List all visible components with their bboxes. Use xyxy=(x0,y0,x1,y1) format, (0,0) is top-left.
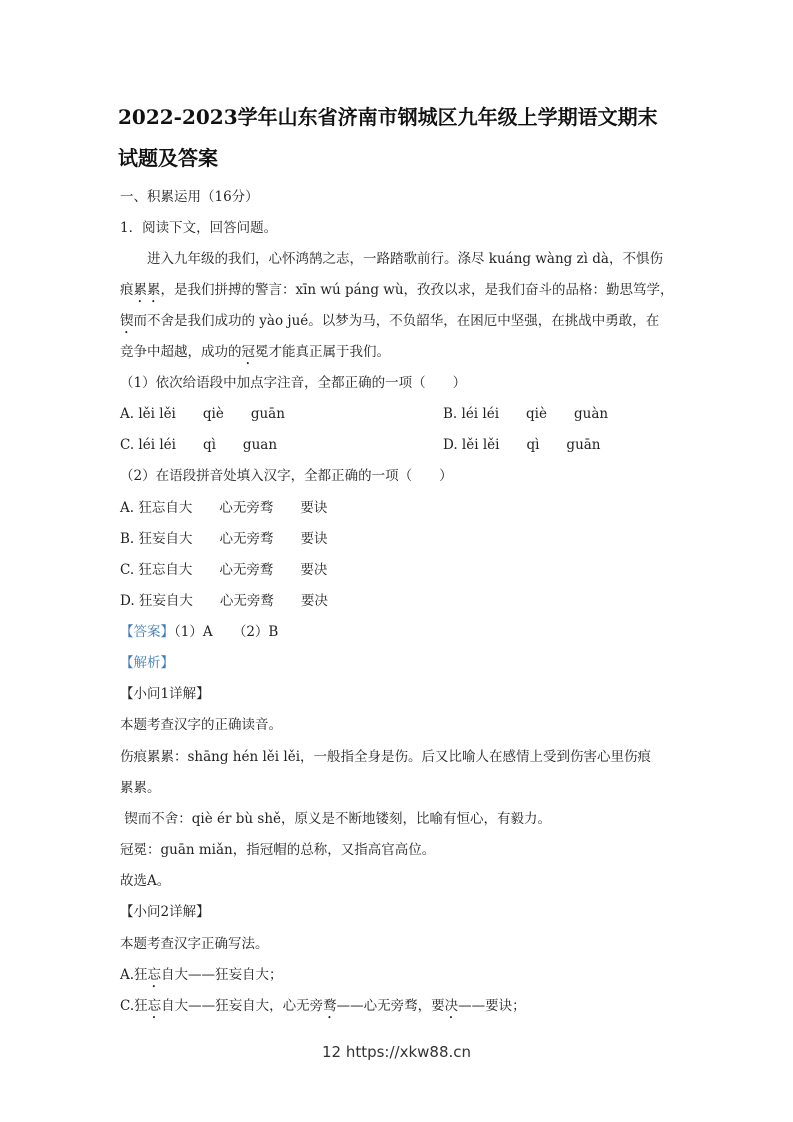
option-a: A. lěi lěi qiè guān xyxy=(120,406,285,422)
text-segment: D. 狂妄自大 心无旁鹜 要决 xyxy=(120,593,328,609)
doc-title-line2: 试题及答案 xyxy=(118,146,218,170)
section-heading: 一、积累运用（16分） xyxy=(120,189,259,205)
option-a xyxy=(120,499,327,517)
answer-line xyxy=(120,623,278,641)
emphasized-text: 决 xyxy=(444,998,459,1014)
option-c xyxy=(120,561,327,579)
text-segment: 而不舍是我们成功的 yào jué。以梦为马，不负韶华，在困厄中坚强，在挑战中勇敢，在 xyxy=(133,313,660,329)
text-segment: 自大——狂妄自大，心无旁 xyxy=(161,998,324,1014)
analysis-line xyxy=(120,841,435,859)
emphasized-text: 累累 xyxy=(133,282,161,298)
analysis-line xyxy=(120,779,161,797)
option-b: B. léi léi qiè guàn xyxy=(443,406,609,422)
analysis-line xyxy=(120,748,651,766)
analysis-line xyxy=(120,997,526,1022)
option-d: D. lěi lěi qì guān xyxy=(443,437,601,453)
text-segment: 本题考查汉字正确写法。 xyxy=(120,936,269,952)
page-footer: 12 https://xkw88.cn xyxy=(321,1043,472,1061)
text-segment: ——要诀； xyxy=(458,998,526,1014)
text-segment: A. 狂忘自大 心无旁骛 要诀 xyxy=(120,500,328,516)
analysis-line xyxy=(120,903,210,921)
question-1: 1．阅读下文，回答问题。 xyxy=(120,220,278,236)
passage-line xyxy=(120,281,674,306)
analysis-line xyxy=(120,966,283,991)
text-segment: 本题考查汉字的正确读音。 xyxy=(120,717,282,733)
emphasized-text: 冠 xyxy=(241,344,255,360)
analysis-line xyxy=(120,716,282,734)
text-segment: 竞争中超越，成功的 xyxy=(120,344,242,360)
option-d xyxy=(120,592,328,610)
passage-line xyxy=(120,312,659,337)
emphasized-text: 忘 xyxy=(147,998,162,1014)
text-segment: 冠冕：guān miǎn，指冠帽的总称，又指高官高位。 xyxy=(120,842,436,858)
doc-title-line1: 2022-2023学年山东省济南市钢城区九年级上学期语文期末 xyxy=(118,105,658,129)
passage-line xyxy=(120,250,663,268)
text-segment: 冕才能真正属于我们。 xyxy=(255,344,390,360)
text-segment: ，是我们拼搏的警言：xīn wú páng wù，孜孜以求，是我们奋斗的品格：勤思笃学， xyxy=(160,282,674,298)
text-segment: 故选A。 xyxy=(120,873,171,889)
option-c: C. léi léi qì guan xyxy=(120,437,278,453)
text-segment: C. 狂忘自大 心无旁鹜 要决 xyxy=(120,562,328,578)
analysis-line xyxy=(120,685,210,703)
option-b xyxy=(120,530,328,548)
text-segment: 自大——狂妄自大； xyxy=(161,967,283,983)
analysis-label: 【解析】 xyxy=(120,655,174,671)
text-segment: A.狂 xyxy=(120,967,148,983)
text-segment: 进入九年级的我们，心怀鸿鹄之志，一路踏歌前行。涤尽 kuáng wàng zì dà，不惧伤 xyxy=(120,251,663,267)
sub-question-1: （1）依次给语段中加点字注音，全都正确的一项（ ） xyxy=(120,375,467,391)
text-segment: 累累。 xyxy=(120,780,161,796)
sub-question-2: （2）在语段拼音处填入汉字，全都正确的一项（ ） xyxy=(120,468,453,484)
answer-text: （1）A （2）B xyxy=(174,624,279,640)
analysis-line xyxy=(120,810,551,828)
answer-label: 【答案】 xyxy=(120,624,174,640)
text-segment: 【小问2详解】 xyxy=(120,904,210,920)
text-segment: 痕 xyxy=(120,282,134,298)
emphasized-text: 鹜 xyxy=(323,998,337,1014)
text-segment: 锲而不舍：qiè ér bù shě，原义是不断地镂刻，比喻有恒心，有毅力。 xyxy=(120,811,552,827)
emphasized-text: 锲 xyxy=(120,313,134,329)
text-segment: 【小问1详解】 xyxy=(120,686,210,702)
text-segment: ——心无旁骛，要 xyxy=(336,998,445,1014)
analysis-line xyxy=(120,872,170,890)
passage-line xyxy=(120,343,390,368)
analysis-line xyxy=(120,935,269,953)
text-segment: 伤痕累累：shāng hén lěi lěi，一般指全身是伤。后又比喻人在感情上受到伤害心里伤痕 xyxy=(120,749,652,765)
emphasized-text: 忘 xyxy=(147,967,162,983)
text-segment: B. 狂妄自大 心无旁骛 要诀 xyxy=(120,531,328,547)
text-segment: C.狂 xyxy=(120,998,148,1014)
